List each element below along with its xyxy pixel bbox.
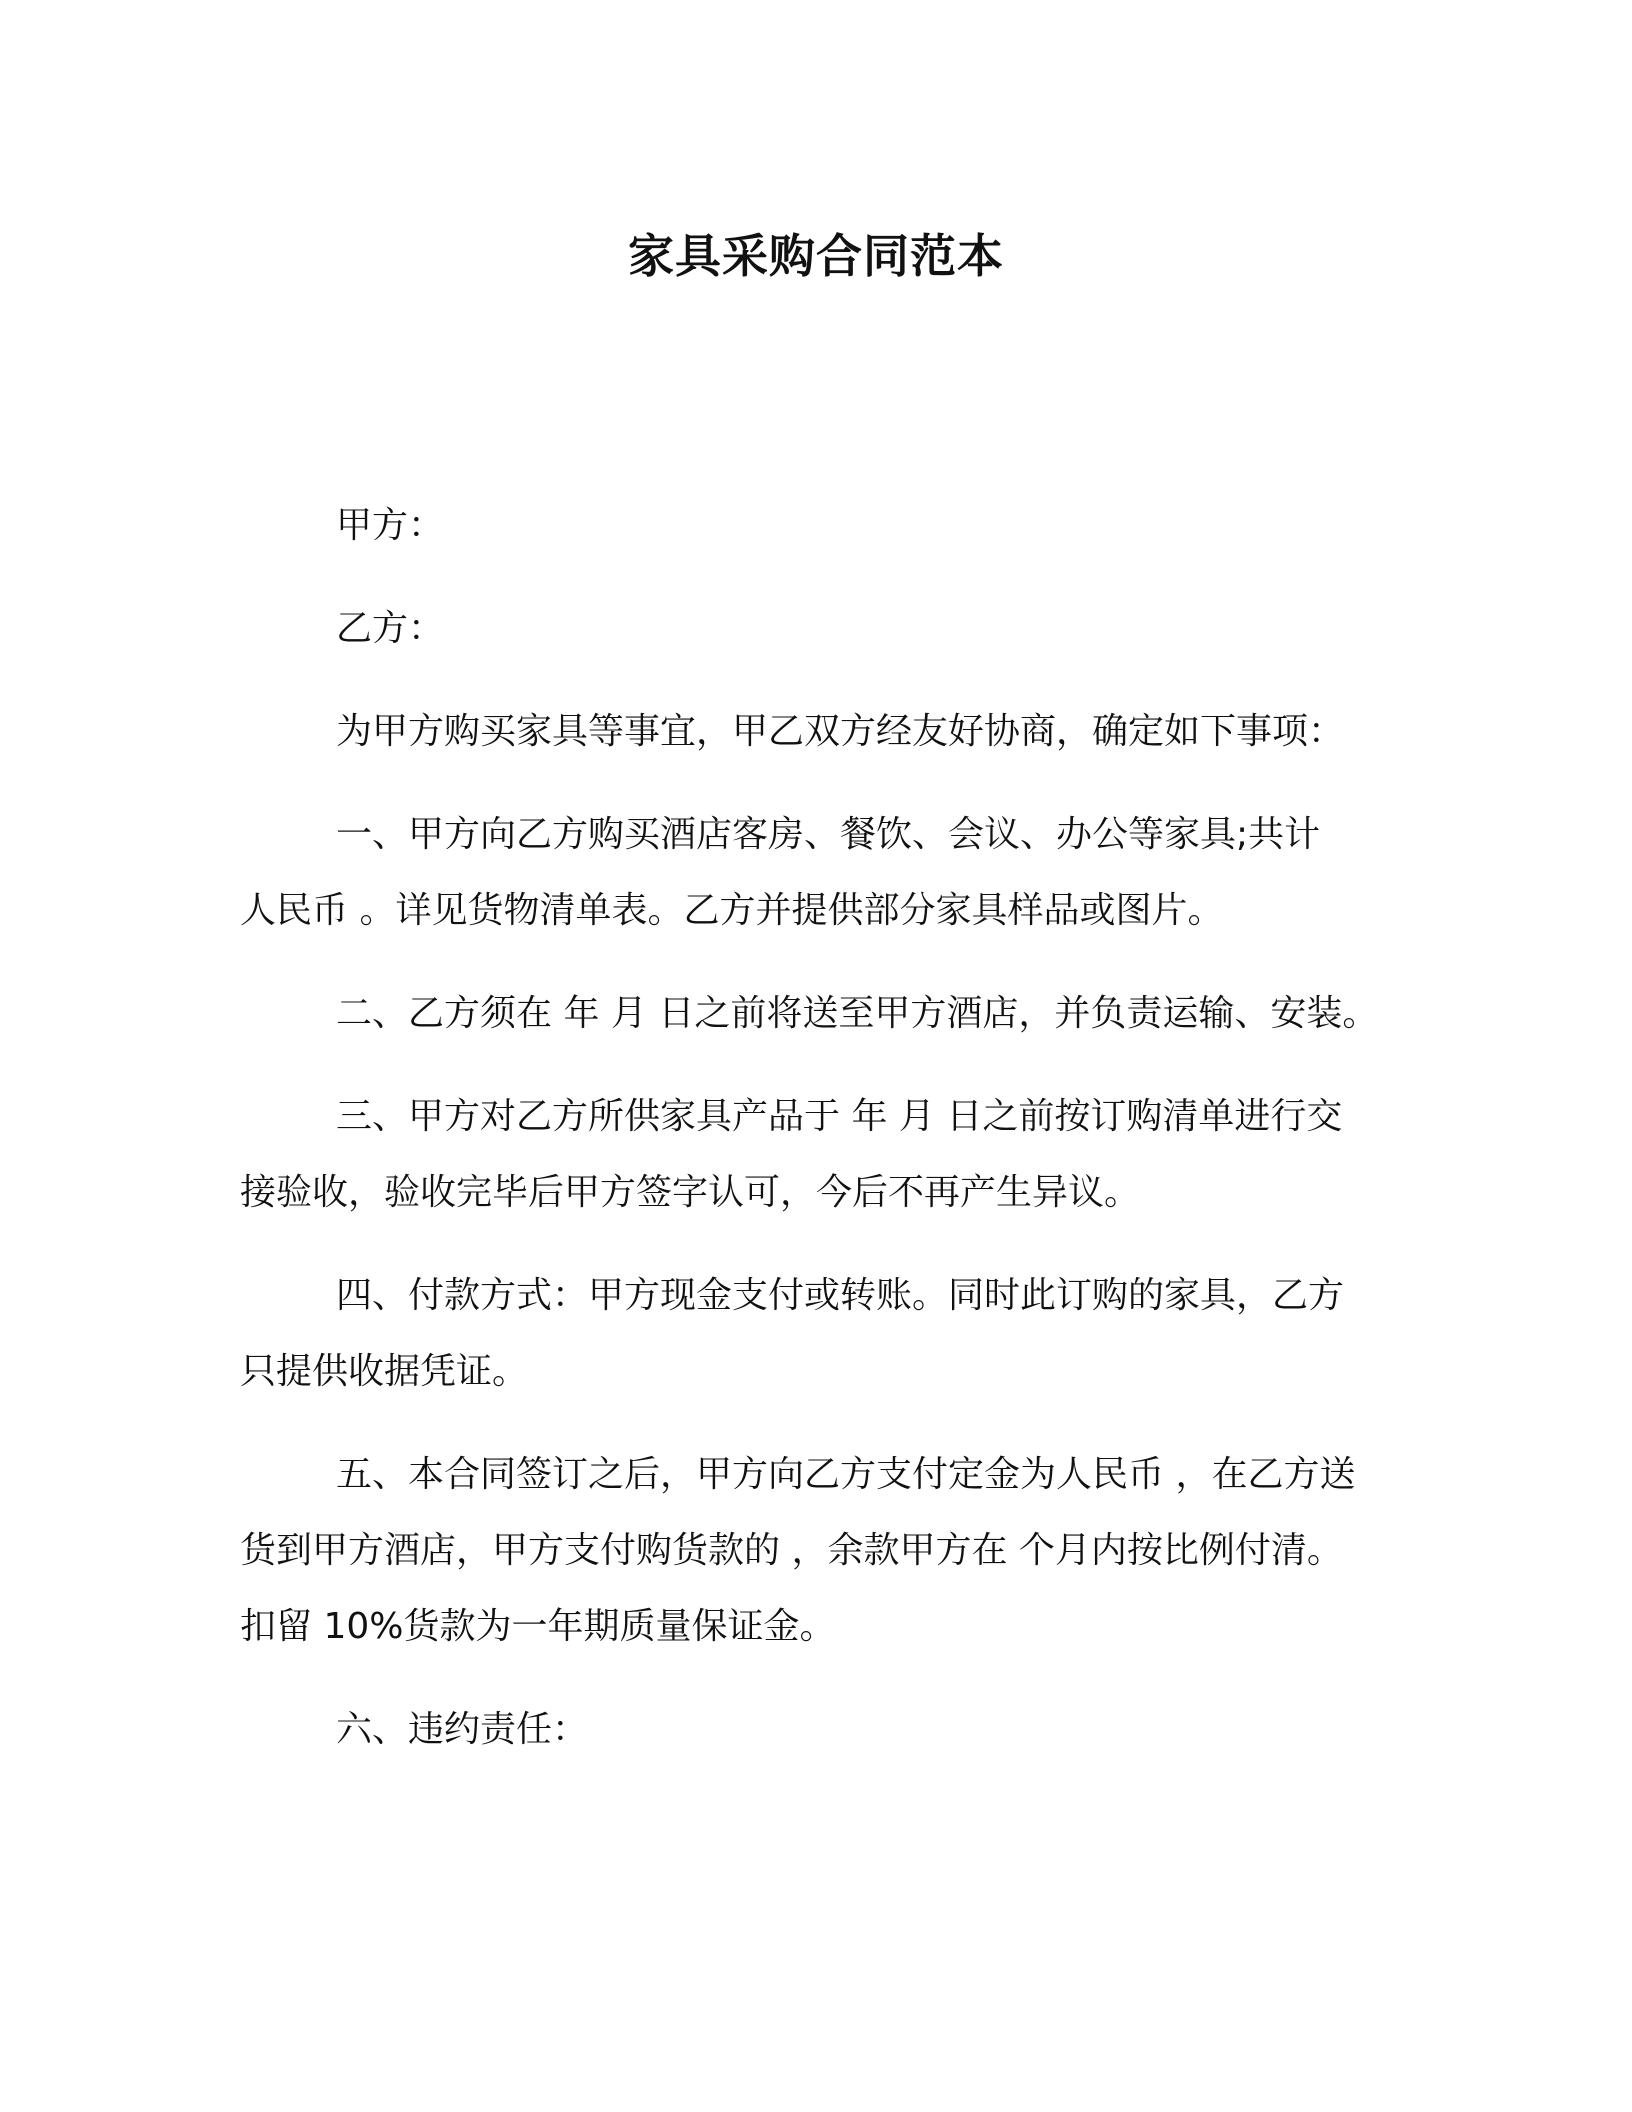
clause-5-line-1: 五、本合同签订之后，甲方向乙方支付定金为人民币 ，在乙方送: [336, 1454, 1356, 1495]
clause-6: [240, 1692, 1390, 1768]
clause-5: [240, 1437, 1390, 1665]
party-b-line: 乙方：: [336, 608, 445, 649]
clause-5-line-3: 扣留 10%货款为一年期质量保证金。: [240, 1606, 836, 1647]
clause-1-line-2: 人民币 。详见货物清单表。乙方并提供部分家具样品或图片。: [240, 890, 1224, 931]
clause-4: [240, 1258, 1390, 1410]
document-title: 家具采购合同范本: [628, 229, 1004, 283]
clause-6-line-1: 六、违约责任：: [336, 1709, 589, 1750]
clause-1-line-1: 一、甲方向乙方购买酒店客房、餐饮、会议、办公等家具;共计: [336, 814, 1321, 855]
clause-4-line-1: 四、付款方式：甲方现金支付或转账。同时此订购的家具，乙方: [336, 1275, 1345, 1316]
clause-5-line-2: 货到甲方酒店，甲方支付购货款的 ，余款甲方在 个月内按比例付清。: [240, 1530, 1343, 1571]
document-body: [240, 488, 1390, 1795]
clause-1: [240, 797, 1390, 949]
clause-3-line-1: 三、甲方对乙方所供家具产品于 年 月 日之前按订购清单进行交: [336, 1096, 1343, 1137]
party-a-line: 甲方：: [336, 505, 445, 546]
clause-4-line-2: 只提供收据凭证。: [240, 1351, 529, 1392]
clause-3-line-2: 接验收，验收完毕后甲方签字认可，今后不再产生异议。: [240, 1172, 1141, 1213]
intro-paragraph: 为甲方购买家具等事宜，甲乙双方经友好协商，确定如下事项：: [336, 711, 1345, 752]
clause-2-line-1: 二、乙方须在 年 月 日之前将送至甲方酒店，并负责运输、安装。: [336, 993, 1379, 1034]
clause-2: [240, 976, 1390, 1052]
clause-3: [240, 1079, 1390, 1231]
